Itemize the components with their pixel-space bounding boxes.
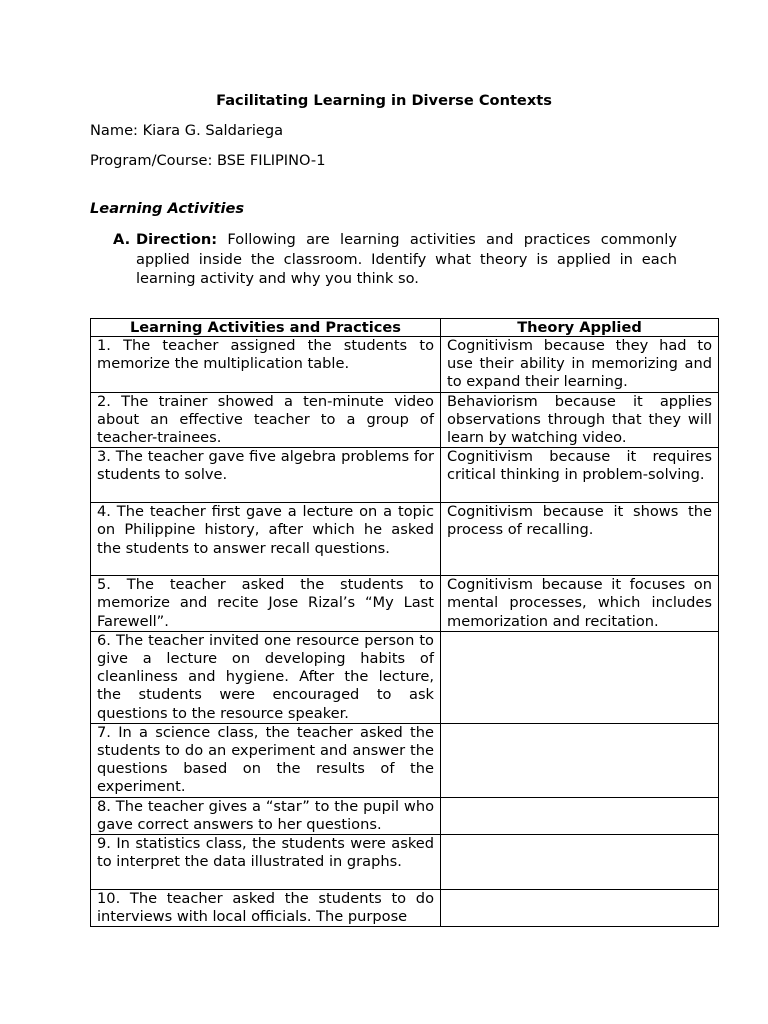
theory-cell [441,835,719,890]
theory-cell: Cognitivism because it requires critical thinking in problem-solving. [441,448,719,503]
table-header-row [91,319,719,337]
activity-cell: 9. In statistics class, the students were asked to interpret the data illustrated in graphs. [91,835,441,890]
theory-cell: Cognitivism because it focuses on mental processes, which includes memorization and recitation. [441,576,719,632]
section-heading: Learning Activities [90,200,245,217]
theory-cell [441,723,719,797]
activity-cell: 7. In a science class, the teacher asked the students to do an experiment and answer the questions based on the results of the experiment. [91,723,441,797]
activity-cell: 5. The teacher asked the students to memorize and recite Jose Rizal’s “My Last Farewell”. [91,576,441,632]
table-row [91,835,719,890]
table-row [91,723,719,797]
theory-cell: Cognitivism because they had to use their ability in memorizing and to expand their learning. [441,337,719,393]
activity-cell: 6. The teacher invited one resource person to give a lecture on developing habits of cleanliness and hygiene. After the lecture, the students were encouraged to ask questions to the resource speaker. [91,631,441,723]
document-title: Facilitating Learning in Diverse Contexts [216,92,552,109]
direction-text: Following are learning activities and practices commonly applied inside the classroom. Identify what theory is applied in each learning activity and why you think so. [136,231,677,288]
activity-cell: 3. The teacher gave five algebra problems for students to solve. [91,448,441,503]
direction-letter: A. [113,231,131,248]
direction-label: Direction: [136,231,218,248]
activity-cell: 2. The trainer showed a ten-minute video about an effective teacher to a group of teacher-trainees. [91,392,441,448]
table-row [91,631,719,723]
table-row [91,797,719,834]
activity-cell: 1. The teacher assigned the students to memorize the multiplication table. [91,337,441,393]
theory-cell: Cognitivism because it shows the process of recalling. [441,503,719,576]
theory-cell: Behaviorism because it applies observations through that they will learn by watching video. [441,392,719,448]
table-row [91,392,719,448]
table-row [91,890,719,927]
student-name: Name: Kiara G. Saldariega [90,122,284,139]
activities-table [90,318,719,927]
header-activities: Learning Activities and Practices [91,319,441,337]
activity-cell: 10. The teacher asked the students to do interviews with local officials. The purpose [91,890,441,927]
theory-cell [441,631,719,723]
table-row [91,337,719,393]
table-row [91,503,719,576]
activity-cell: 4. The teacher first gave a lecture on a topic on Philippine history, after which he asked the students to answer recall questions. [91,503,441,576]
table-row [91,448,719,503]
theory-cell [441,890,719,927]
program-course: Program/Course: BSE FILIPINO-1 [90,152,326,169]
activity-cell: 8. The teacher gives a “star” to the pupil who gave correct answers to her questions. [91,797,441,834]
direction-paragraph [113,230,677,289]
table-row [91,576,719,632]
theory-cell [441,797,719,834]
header-theory: Theory Applied [441,319,719,337]
